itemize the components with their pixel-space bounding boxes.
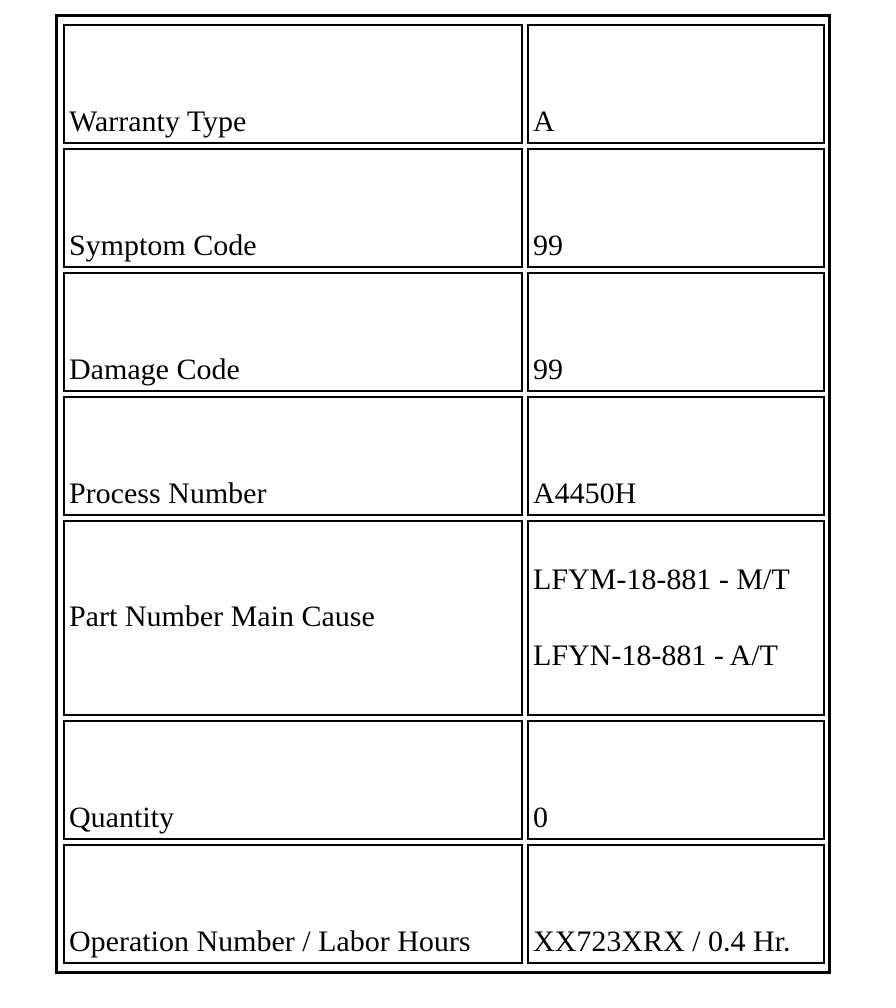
- table-row: [63, 148, 823, 268]
- operation-number-labor-hours-label: Operation Number / Labor Hours: [63, 844, 523, 964]
- table-row: [63, 396, 823, 516]
- process-number-value: A4450H: [527, 396, 825, 516]
- warranty-type-value: A: [527, 24, 825, 144]
- part-number-main-cause-value: [527, 520, 825, 716]
- table-row: [63, 720, 823, 840]
- part-number-main-cause-label: Part Number Main Cause: [63, 520, 523, 716]
- warranty-info-table: [55, 14, 831, 974]
- table-row: [63, 844, 823, 964]
- warranty-type-label: Warranty Type: [63, 24, 523, 144]
- damage-code-label: Damage Code: [63, 272, 523, 392]
- symptom-code-label: Symptom Code: [63, 148, 523, 268]
- table-row: [63, 520, 823, 716]
- table-row: [63, 24, 823, 144]
- quantity-label: Quantity: [63, 720, 523, 840]
- part-number-at: LFYN-18-881 - A/T: [533, 639, 778, 672]
- part-number-mt: LFYM-18-881 - M/T: [533, 563, 790, 596]
- operation-number-labor-hours-value: XX723XRX / 0.4 Hr.: [527, 844, 825, 964]
- quantity-value: 0: [527, 720, 825, 840]
- process-number-label: Process Number: [63, 396, 523, 516]
- table-row: [63, 272, 823, 392]
- symptom-code-value: 99: [527, 148, 825, 268]
- damage-code-value: 99: [527, 272, 825, 392]
